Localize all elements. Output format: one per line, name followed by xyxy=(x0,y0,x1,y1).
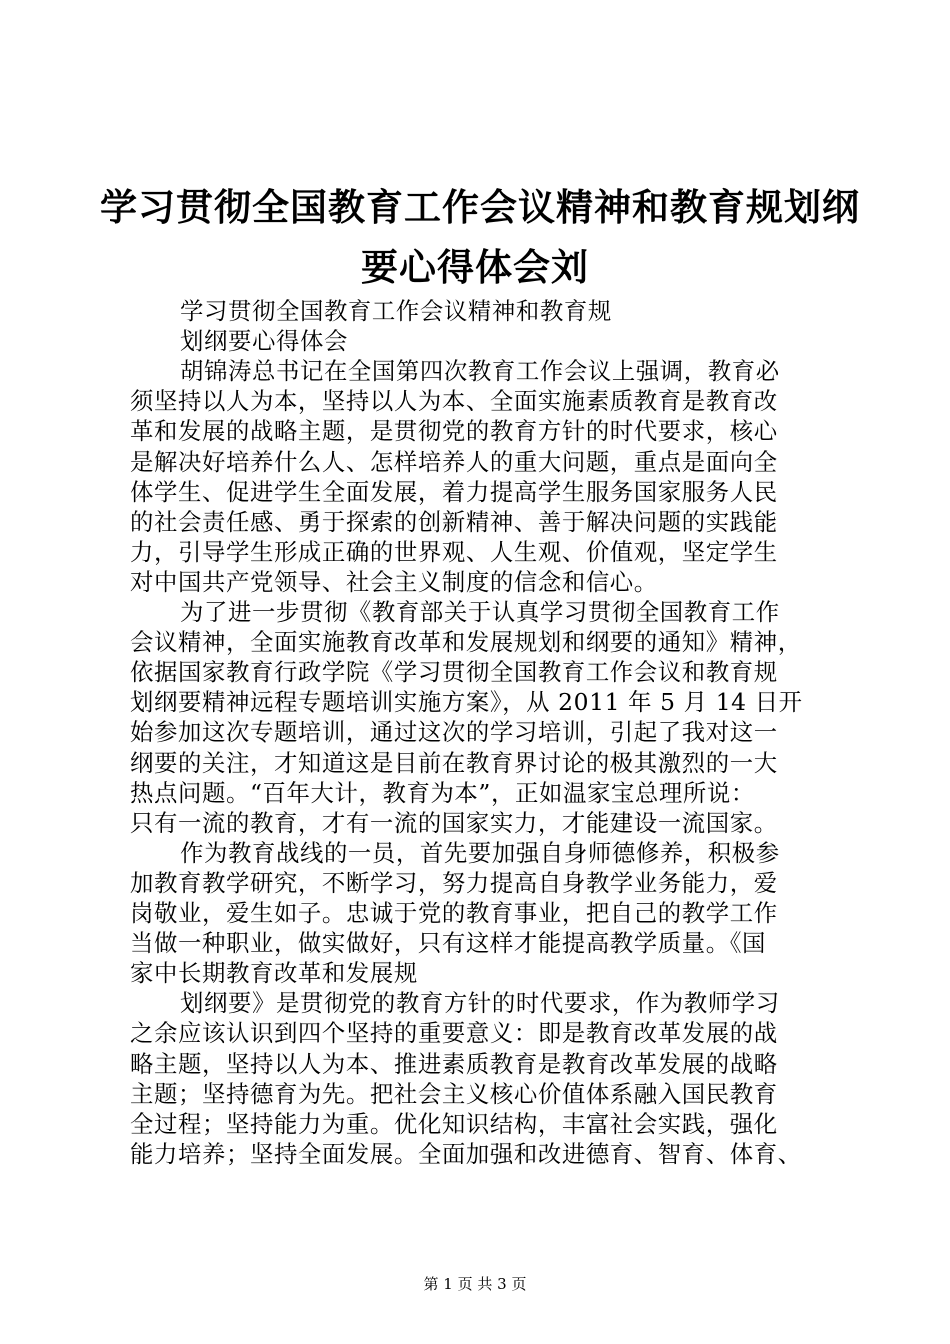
body-text-line: 须坚持以人为本，坚持以人为本、全面实施素质教育是教育改 xyxy=(130,387,778,416)
body-text-line: 岗敬业，爱生如子。忠诚于党的教育事业，把自己的教学工作 xyxy=(130,899,778,927)
page-footer: 第 1 页 共 3 页 xyxy=(423,1275,527,1293)
body-text-line: 全过程；坚持能力为重。优化知识结构，丰富社会实践，强化 xyxy=(130,1109,778,1138)
document-title-line-1: 学习贯彻全国教育工作会议精神和教育规划纲 xyxy=(100,186,860,229)
body-text-line: 依据国家教育行政学院《学习贯彻全国教育工作会议和教育规 xyxy=(130,658,778,687)
body-text-line: 作为教育战线的一员，首先要加强自身师德修养，积极参 xyxy=(180,838,780,867)
body-text-line: 热点问题。“百年大计，教育为本”，正如温家宝总理所说： xyxy=(130,778,755,807)
body-text-line: 家中长期教育改革和发展规 xyxy=(130,959,418,988)
body-text-line: 主题；坚持德育为先。把社会主义核心价值体系融入国民教育 xyxy=(130,1079,778,1108)
body-text-line: 会议精神，全面实施教育改革和发展规划和纲要的通知》精神， xyxy=(130,628,802,657)
body-text-line: 革和发展的战略主题，是贯彻党的教育方针的时代要求，核心 xyxy=(130,417,778,446)
body-text-line: 当做一种职业，做实做好，只有这样才能提高教学质量。《国 xyxy=(130,929,767,958)
body-text-line: 能力培养；坚持全面发展。全面加强和改进德育、智育、体育、 xyxy=(130,1139,802,1168)
body-text-line: 始参加这次专题培训，通过这次的学习培训，引起了我对这一 xyxy=(130,718,778,747)
body-text-line: 加教育教学研究，不断学习，努力提高自身教学业务能力，爱 xyxy=(130,868,778,897)
body-text-line: 只有一流的教育，才有一流的国家实力，才能建设一流国家。 xyxy=(130,808,778,837)
body-text-line: 学习贯彻全国教育工作会议精神和教育规 xyxy=(180,297,612,325)
body-text-line: 对中国共产党领导、社会主义制度的信念和信心。 xyxy=(130,567,658,596)
body-text-line: 纲要的关注，才知道这是目前在教育界讨论的极其激烈的一大 xyxy=(130,748,778,777)
body-text-line: 为了进一步贯彻《教育部关于认真学习贯彻全国教育工作 xyxy=(180,598,780,626)
document-title-line-2: 要心得体会刘 xyxy=(361,246,589,289)
body-text-line: 是解决好培养什么人、怎样培养人的重大问题，重点是面向全 xyxy=(130,447,778,476)
body-text-line: 划纲要心得体会 xyxy=(180,327,348,356)
body-text-line: 胡锦涛总书记在全国第四次教育工作会议上强调，教育必 xyxy=(180,357,780,386)
body-text-line: 力，引导学生形成正确的世界观、人生观、价值观，坚定学生 xyxy=(130,537,778,566)
body-text-line: 略主题，坚持以人为本、推进素质教育是教育改革发展的战略 xyxy=(130,1049,778,1078)
body-text-line: 的社会责任感、勇于探索的创新精神、善于解决问题的实践能 xyxy=(130,507,778,536)
body-text-line: 之余应该认识到四个坚持的重要意义：即是教育改革发展的战 xyxy=(130,1019,778,1048)
body-text-line: 划纲要精神远程专题培训实施方案》，从 2011 年 5 月 14 日开 xyxy=(130,688,803,717)
body-text-line: 划纲要》是贯彻党的教育方针的时代要求，作为教师学习 xyxy=(180,989,780,1018)
body-text-line: 体学生、促进学生全面发展，着力提高学生服务国家服务人民 xyxy=(130,477,778,506)
